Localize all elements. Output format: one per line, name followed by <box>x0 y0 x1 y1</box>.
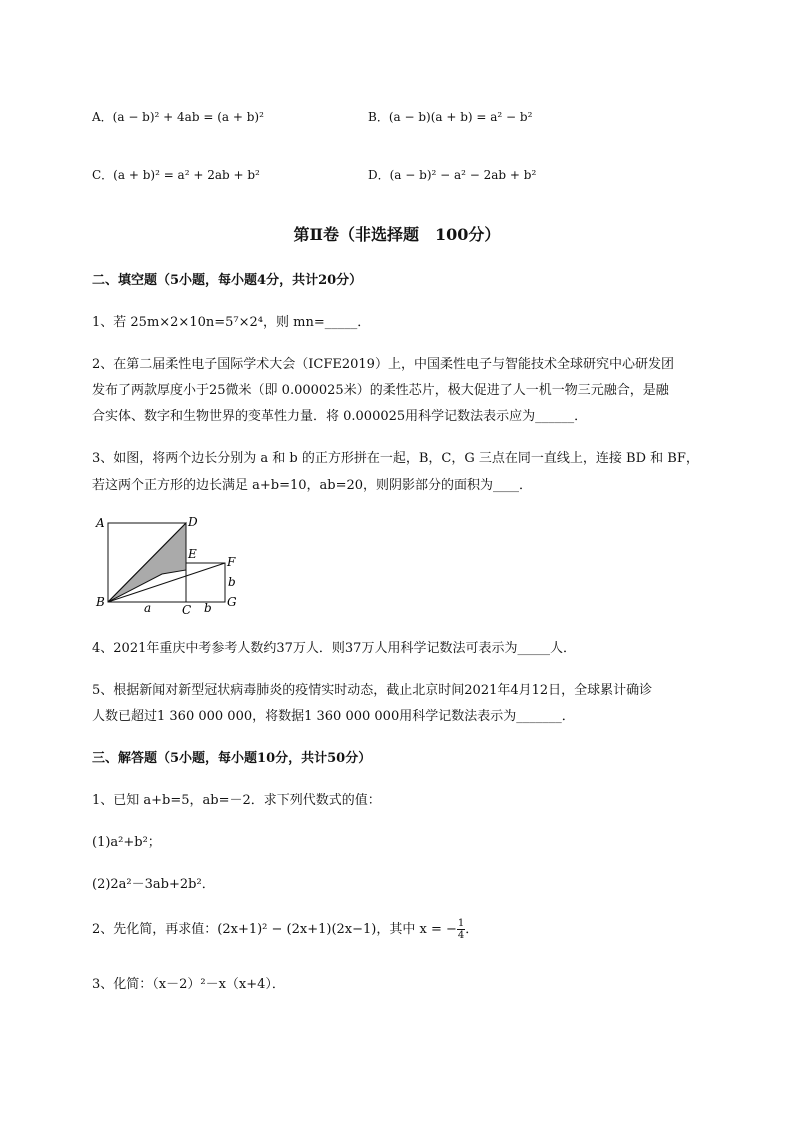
fill-question-5-line-1: 5、根据新闻对新型冠状病毒肺炎的疫情实时动态，截止北京时间2021年4月12日，全球累计确诊 <box>92 683 653 698</box>
part-title: 第Ⅱ卷（非选择题 100分） <box>293 225 501 244</box>
fill-question-2-line-3: 合实体、数字和生物世界的变革性力量．将 0.000025用科学记数法表示应为______． <box>92 409 588 424</box>
fill-question-2-line-2: 发布了两款厚度小于25微米（即 0.000025米）的柔性芯片，极大促进了人一机一物三元融合，是融 <box>92 383 669 398</box>
fill-question-2-line-1: 2、在第二届柔性电子国际学术大会（ICFE2019）上，中国柔性电子与智能技术全球研究中心研发团 <box>92 357 674 372</box>
answer-question-2-end: ． <box>465 922 479 937</box>
fraction-numerator: 1 <box>457 918 465 929</box>
fill-question-3-line-2: 若这两个正方形的边长满足 a+b=10，ab=20，则阴影部分的面积为____． <box>92 478 533 493</box>
fill-question-4: 4、2021年重庆中考参考人数约37万人．则37万人用科学记数法可表示为_____人． <box>92 641 576 656</box>
option-c: C．(a + b)² = a² + 2ab + b² <box>92 168 260 182</box>
label-side-b-bottom: b <box>204 601 212 615</box>
fill-question-1: 1、若 25m×2×10n=5⁷×2⁴，则 mn=_____． <box>92 315 371 330</box>
answer-section-heading: 三、解答题（5小题，每小题10分，共计50分） <box>92 751 372 766</box>
answer-question-1-part-1: (1)a²+b²； <box>92 835 161 850</box>
label-f: F <box>227 555 236 569</box>
label-c: C <box>182 603 192 617</box>
answer-question-3: 3、化简：（x－2）²－x（x+4）． <box>92 977 285 992</box>
label-b-point: B <box>96 595 105 609</box>
fill-question-3-line-1: 3、如图，将两个边长分别为 a 和 b 的正方形拼在一起，B，C，G 三点在同一直线上，连接 BD 和 BF， <box>92 451 699 466</box>
fraction-one-quarter <box>457 918 465 941</box>
answer-question-2 <box>92 918 478 941</box>
small-square <box>186 563 225 602</box>
label-g: G <box>227 595 237 609</box>
label-d: D <box>188 515 198 529</box>
label-side-b-right: b <box>228 575 236 589</box>
label-a-point: A <box>96 516 105 530</box>
answer-question-2-text: 2、先化简，再求值：(2x+1)² − (2x+1)(2x−1)，其中 x = − <box>92 922 457 937</box>
fill-question-5-line-2: 人数已超过1 360 000 000，将数据1 360 000 000用科学记数法表示为_______． <box>92 709 575 724</box>
label-e: E <box>188 547 197 561</box>
option-a: A．(a − b)² + 4ab = (a + b)² <box>92 110 264 124</box>
option-b: B．(a − b)(a + b) = a² − b² <box>368 110 533 124</box>
label-side-a: a <box>144 601 152 615</box>
option-d: D．(a − b)² − a² − 2ab + b² <box>368 168 537 182</box>
answer-question-1-part-2: (2)2a²－3ab+2b²． <box>92 877 215 892</box>
squares-figure <box>92 510 252 620</box>
fill-section-heading: 二、填空题（5小题，每小题4分，共计20分） <box>92 273 363 288</box>
answer-question-1: 1、已知 a+b=5，ab=－2．求下列代数式的值： <box>92 793 381 808</box>
fraction-denominator: 4 <box>457 930 465 941</box>
